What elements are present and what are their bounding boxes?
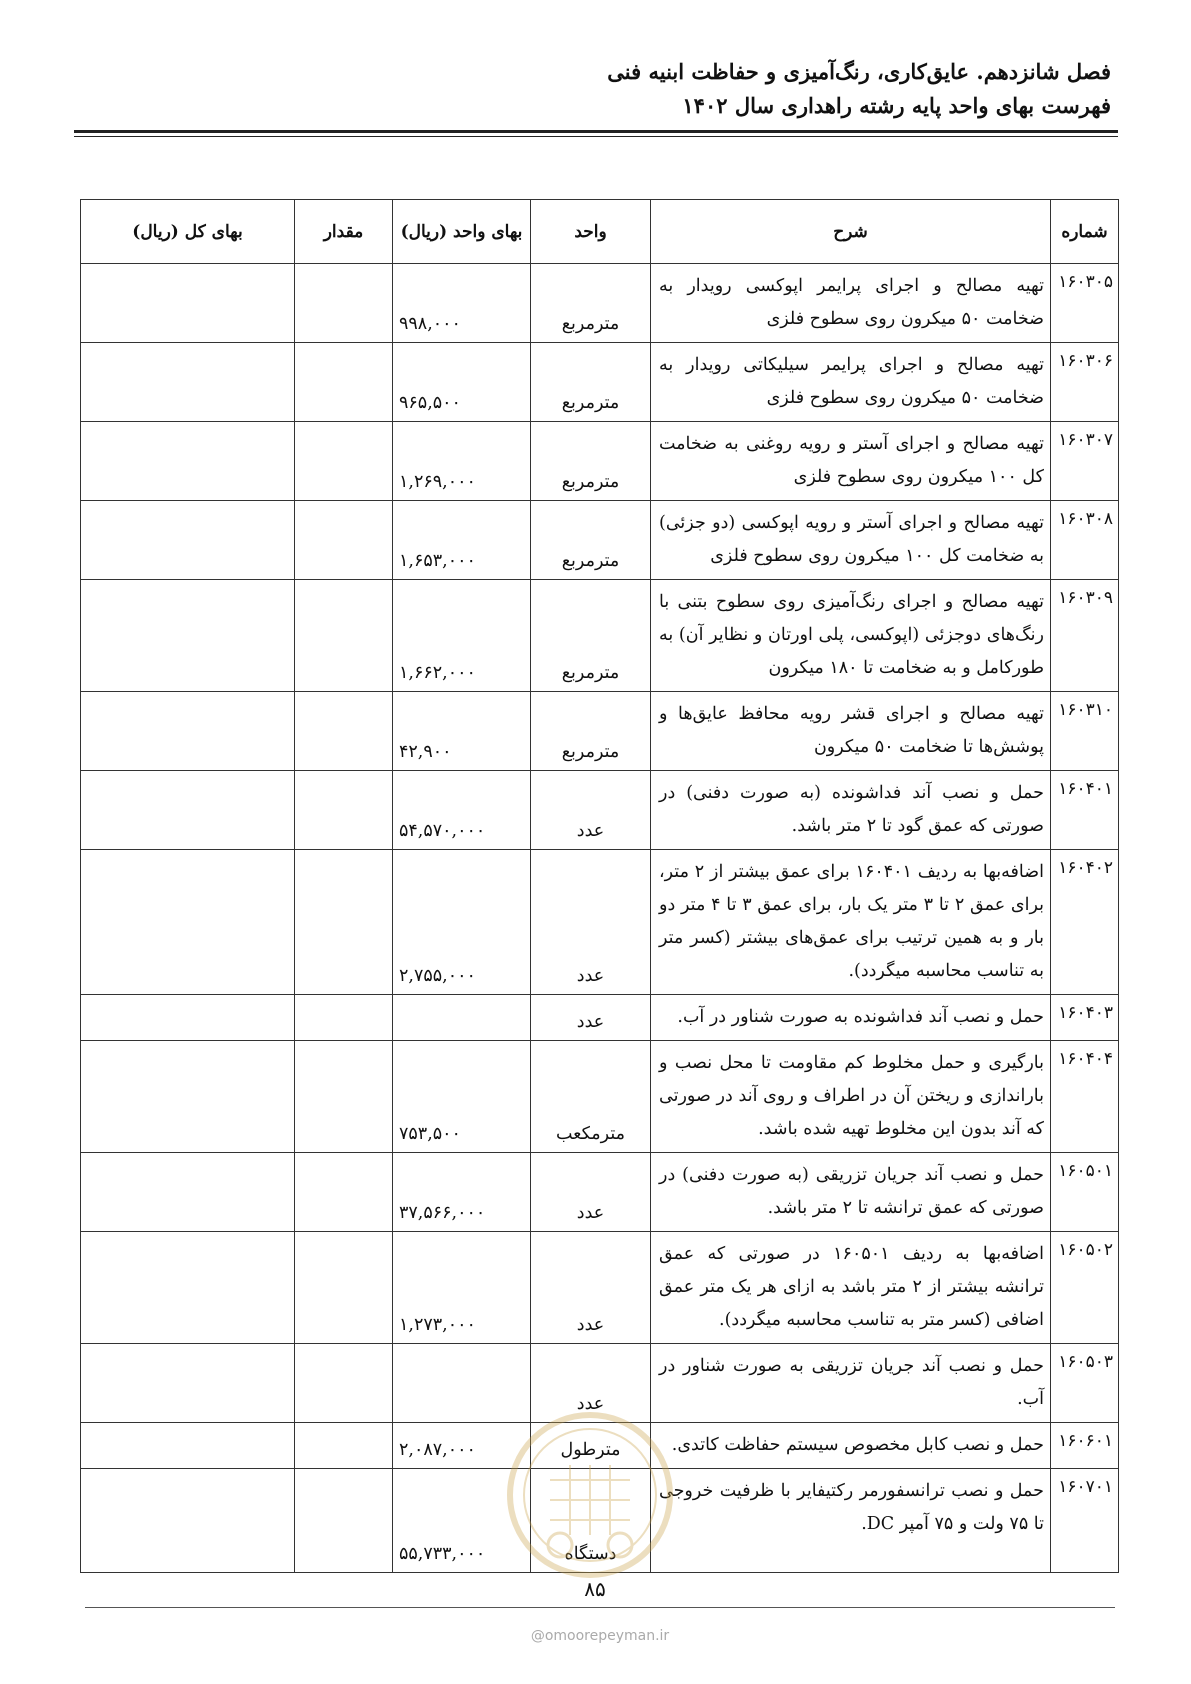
item-quantity [295,1469,393,1573]
item-description: حمل و نصب آند جریان تزریقی (به صورت دفنی) در صورتی که عمق ترانشه تا ۲ متر باشد. [651,1153,1051,1232]
item-unit-price [393,995,531,1041]
item-description: اضافه‌بها به ردیف ۱۶۰۴۰۱ برای عمق بیشتر از ۲ متر، برای عمق ۲ تا ۳ متر یک بار، برای عمق ۳ تا ۴ متر دو بار و به همین ترتیب برای عمق‌های بیشتر (کسر متر به تناسب محاسبه میگردد). [651,850,1051,995]
col-header-unit: واحد [531,200,651,264]
item-unit: دستگاه [531,1469,651,1573]
item-unit-price: ۲,۰۸۷,۰۰۰ [393,1423,531,1469]
item-number: ۱۶۰۵۰۱ [1051,1153,1119,1232]
item-unit-price: ۱,۲۶۹,۰۰۰ [393,422,531,501]
item-quantity [295,1344,393,1423]
item-number: ۱۶۰۴۰۴ [1051,1041,1119,1153]
item-quantity [295,1423,393,1469]
item-unit: مترمکعب [531,1041,651,1153]
col-header-quantity: مقدار [295,200,393,264]
header-rule-thick [74,130,1118,133]
item-total-price [81,1423,295,1469]
item-quantity [295,1232,393,1344]
table-row [81,1041,1119,1153]
item-total-price [81,580,295,692]
item-unit: مترمربع [531,580,651,692]
item-quantity [295,771,393,850]
table-row [81,771,1119,850]
item-description: بارگیری و حمل مخلوط کم مقاومت تا محل نصب و باراندازی و ریختن آن در اطراف و روی آند در صورتی که آند بدون این مخلوط تهیه شده باشد. [651,1041,1051,1153]
item-unit: مترطول [531,1423,651,1469]
item-total-price [81,343,295,422]
item-description: حمل و نصب آند جریان تزریقی به صورت شناور در آب. [651,1344,1051,1423]
item-description: تهیه مصالح و اجرای قشر رویه محافظ عایق‌ها و پوشش‌ها تا ضخامت ۵۰ میکرون [651,692,1051,771]
item-number: ۱۶۰۳۰۹ [1051,580,1119,692]
item-unit: عدد [531,1232,651,1344]
item-quantity [295,501,393,580]
item-description: تهیه مصالح و اجرای آستر و رویه روغنی به ضخامت کل ۱۰۰ میکرون روی سطوح فلزی [651,422,1051,501]
table-row [81,1469,1119,1573]
page-header [71,55,1111,123]
item-unit-price: ۹۶۵,۵۰۰ [393,343,531,422]
col-header-total-price: بهای کل (ریال) [81,200,295,264]
item-quantity [295,422,393,501]
item-unit: مترمربع [531,264,651,343]
item-total-price [81,1153,295,1232]
item-unit-price: ۳۷,۵۶۶,۰۰۰ [393,1153,531,1232]
page-number: ۸۵ [584,1577,606,1601]
item-unit-price: ۵۵,۷۳۳,۰۰۰ [393,1469,531,1573]
item-total-price [81,692,295,771]
item-description: تهیه مصالح و اجرای آستر و رویه اپوکسی (دو جزئی) به ضخامت کل ۱۰۰ میکرون روی سطوح فلزی [651,501,1051,580]
item-quantity [295,692,393,771]
item-number: ۱۶۰۷۰۱ [1051,1469,1119,1573]
table-row [81,1344,1119,1423]
item-description: حمل و نصب ترانسفورمر رکتیفایر با ظرفیت خروجی تا ۷۵ ولت و ۷۵ آمپر DC. [651,1469,1051,1573]
item-number: ۱۶۰۳۱۰ [1051,692,1119,771]
table-row [81,1423,1119,1469]
item-unit: مترمربع [531,692,651,771]
table-row [81,692,1119,771]
item-description: حمل و نصب آند فداشونده (به صورت دفنی) در صورتی که عمق گود تا ۲ متر باشد. [651,771,1051,850]
header-rule-thin [74,136,1118,137]
item-description: حمل و نصب کابل مخصوص سیستم حفاظت کاتدی. [651,1423,1051,1469]
item-total-price [81,1469,295,1573]
item-total-price [81,771,295,850]
item-description: تهیه مصالح و اجرای رنگ‌آمیزی روی سطوح بتنی با رنگ‌های دوجزئی (اپوکسی، پلی اورتان و نظایر آن) به طورکامل و به ضخامت تا ۱۸۰ میکرون [651,580,1051,692]
item-quantity [295,343,393,422]
item-unit-price: ۲,۷۵۵,۰۰۰ [393,850,531,995]
item-quantity [295,850,393,995]
item-number: ۱۶۰۳۰۸ [1051,501,1119,580]
item-total-price [81,1041,295,1153]
item-total-price [81,1344,295,1423]
item-number: ۱۶۰۴۰۳ [1051,995,1119,1041]
item-description: تهیه مصالح و اجرای پرایمر اپوکسی رویدار به ضخامت ۵۰ میکرون روی سطوح فلزی [651,264,1051,343]
item-number: ۱۶۰۶۰۱ [1051,1423,1119,1469]
item-number: ۱۶۰۴۰۱ [1051,771,1119,850]
item-quantity [295,995,393,1041]
item-quantity [295,264,393,343]
item-quantity [295,1041,393,1153]
item-number: ۱۶۰۳۰۵ [1051,264,1119,343]
item-unit-price: ۱,۶۵۳,۰۰۰ [393,501,531,580]
table-row [81,1232,1119,1344]
item-unit: عدد [531,850,651,995]
chapter-title: فصل شانزدهم. عایق‌کاری، رنگ‌آمیزی و حفاظت ابنیه فنی [607,59,1111,84]
item-unit: مترمربع [531,422,651,501]
item-number: ۱۶۰۵۰۲ [1051,1232,1119,1344]
item-unit-price: ۱,۶۶۲,۰۰۰ [393,580,531,692]
item-unit-price: ۱,۲۷۳,۰۰۰ [393,1232,531,1344]
item-unit: عدد [531,1153,651,1232]
item-unit: عدد [531,995,651,1041]
site-watermark: @omoorepeyman.ir [530,1628,670,1644]
item-total-price [81,264,295,343]
col-header-unit-price: بهای واحد (ریال) [393,200,531,264]
table-header-row [81,200,1119,264]
item-total-price [81,995,295,1041]
item-unit: مترمربع [531,343,651,422]
item-unit-price: ۴۲,۹۰۰ [393,692,531,771]
item-quantity [295,580,393,692]
table-row [81,422,1119,501]
col-header-number: شماره [1051,200,1119,264]
item-number: ۱۶۰۵۰۳ [1051,1344,1119,1423]
item-total-price [81,850,295,995]
col-header-description: شرح [651,200,1051,264]
table-row [81,580,1119,692]
table-row [81,343,1119,422]
item-unit: عدد [531,771,651,850]
item-description: تهیه مصالح و اجرای پرایمر سیلیکاتی رویدار به ضخامت ۵۰ میکرون روی سطوح فلزی [651,343,1051,422]
item-unit: مترمربع [531,501,651,580]
item-number: ۱۶۰۳۰۷ [1051,422,1119,501]
item-total-price [81,1232,295,1344]
item-quantity [295,1153,393,1232]
price-list-title: فهرست بهای واحد پایه رشته راهداری سال ۱۴۰۲ [682,93,1111,118]
item-description: اضافه‌بها به ردیف ۱۶۰۵۰۱ در صورتی که عمق ترانشه بیشتر از ۲ متر باشد به ازای هر یک متر عمق اضافی (کسر متر به تناسب محاسبه میگردد). [651,1232,1051,1344]
table-row [81,850,1119,995]
table-row [81,501,1119,580]
item-number: ۱۶۰۴۰۲ [1051,850,1119,995]
item-unit-price: ۹۹۸,۰۰۰ [393,264,531,343]
price-table [80,199,1119,1573]
table-row [81,264,1119,343]
item-number: ۱۶۰۳۰۶ [1051,343,1119,422]
item-unit-price: ۵۴,۵۷۰,۰۰۰ [393,771,531,850]
item-unit: عدد [531,1344,651,1423]
item-unit-price [393,1344,531,1423]
item-description: حمل و نصب آند فداشونده به صورت شناور در آب. [651,995,1051,1041]
footer-rule [85,1607,1115,1608]
item-total-price [81,422,295,501]
table-row [81,995,1119,1041]
item-total-price [81,501,295,580]
table-row [81,1153,1119,1232]
item-unit-price: ۷۵۳,۵۰۰ [393,1041,531,1153]
